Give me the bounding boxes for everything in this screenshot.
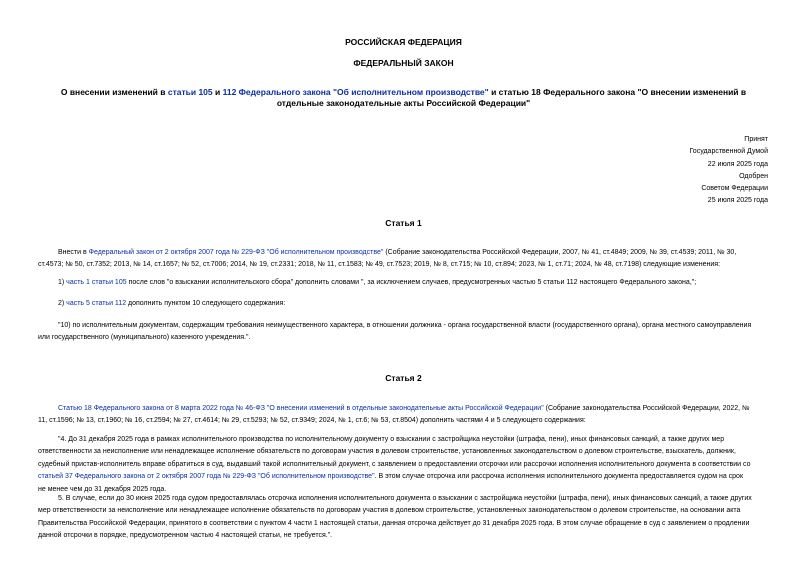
- link-article-37-law-229[interactable]: статьей 37 Федерального закона от 2 октября 2007 года № 229-ФЗ "Об исполнительном производстве": [38, 473, 375, 481]
- country-heading: РОССИЙСКАЯ ФЕДЕРАЦИЯ: [345, 37, 462, 47]
- article-1-quote: "10) по исполнительным документам, содержащим требования неимущественного характера, в отношении должника - органа государственной власти (государственного органа), органа местного самоуправления или государственного (муниципального) казенного учреждения.".: [38, 322, 752, 342]
- adoption-line: Одобрен: [739, 172, 768, 180]
- document-type-heading: ФЕДЕРАЛЬНЫЙ ЗАКОН: [353, 58, 454, 68]
- adoption-line: Государственной Думой: [689, 148, 768, 156]
- article-1-intro: Внести в Федеральный закон от 2 октября 2007 года № 229-ФЗ "Об исполнительном производстве" (Собрание законодательства Российской Федерации, 2007, № 41, ст.4849; 2009, № 39, ст.4539; 2011, № 30, ст.4573; № 50, ст.7352; 2013, № 14, ст.1657; № 52, ст.7006; 2014, № 19, ст.2331; 2018, № 11, ст.1583; № 49, ст.7523; 2019, № 8, ст.715; № 10, ст.894; 2023, № 1, ст.71; 2024, № 48, ст.7198) следующие изменения:: [38, 249, 737, 269]
- law-title-line-1: О внесении изменений в статьи 105 и 112 Федерального закона "Об исполнительном производстве" и статью 18 Федерального закона "О внесении изменений в: [60, 87, 747, 97]
- adoption-line: 22 июля 2025 года: [707, 160, 768, 168]
- law-title-line-2: отдельные законодательные акты Российской Федерации": [276, 98, 531, 108]
- article-1-heading: Статья 1: [385, 218, 422, 228]
- adoption-line: Принят: [744, 136, 768, 143]
- link-part-1-article-105[interactable]: часть 1 статьи 105: [66, 279, 127, 286]
- law-title: [30, 87, 777, 109]
- article-2-part-5: 5. В случае, если до 30 июня 2025 года судом предоставлялась отсрочка исполнения исполнительного документа о взыскании с застройщика неустойки (штрафа, пени), иных финансовых санкций, а также других мер ответственности за неисполнение или ненадлежащее исполнение обязательств по договорам участия в долевом строительстве, установленных законодательством о долевом строительстве, на основании акта Правительства Российской Федерации, принятого в соответствии с пунктом 4 части 1 настоящей статьи, данная отсрочка действует до 31 декабря 2025 года. В этом случае обращение в суд с заявлением о продлении данной отсрочки в порядке, предусмотренном частью 4 настоящей статьи, не требуется.".: [38, 495, 752, 540]
- link-federal-law-229[interactable]: Федеральный закон от 2 октября 2007 года № 229-ФЗ "Об исполнительном производстве": [88, 249, 384, 256]
- article-2-heading: Статья 2: [385, 373, 422, 383]
- adoption-block: [689, 134, 768, 208]
- article-1-item-2: 2) часть 5 статьи 112 дополнить пунктом 10 следующего содержания:: [58, 300, 286, 307]
- article-1-item-1: 1) часть 1 статьи 105 после слов "о взыскании исполнительского сбора" дополнить словами ", за исключением случаев, предусмотренных частью 5 статьи 112 настоящего Федерального закона,";: [58, 279, 697, 286]
- adoption-line: 25 июля 2025 года: [707, 197, 768, 205]
- link-article-112[interactable]: 112 Федерального закона "Об исполнительном производстве": [222, 87, 489, 97]
- adoption-line: Советом Федерации: [701, 185, 768, 193]
- link-article-105[interactable]: статьи 105: [167, 87, 213, 97]
- article-2-intro: Статью 18 Федерального закона от 8 марта 2022 года № 46-ФЗ "О внесении изменений в отдельные законодательные акты Российской Федерации" (Собрание законодательства Российской Федерации, 2022, № 11, ст.1596; № 13, ст.1960; № 16, ст.2594; № 27, ст.4614; № 29, ст.5293; № 52, ст.9349; 2024, № 1, ст.6; № 53, ст.8504) дополнить частями 4 и 5 следующего содержания:: [38, 405, 750, 425]
- link-article-18-law-46[interactable]: Статью 18 Федерального закона от 8 марта 2022 года № 46-ФЗ "О внесении изменений в отдельные законодательные акты Российской Федерации": [58, 405, 544, 412]
- link-part-5-article-112[interactable]: часть 5 статьи 112: [66, 300, 127, 307]
- article-2-part-4: "4. До 31 декабря 2025 года в рамках исполнительного производства по исполнительному документу о взыскании с застройщика неустойки (штрафа, пени), иных финансовых санкций, а также других мер ответственности за неисполнение или ненадлежащее исполнение обязательств по договорам участия в долевом строительстве, установленных законодательством о долевом строительстве, взыскатель, должник, судебный пристав-исполнитель вправе обратиться в суд, выдавший такой исполнительный документ, с заявлением о предоставлении отсрочки или рассрочки исполнения исполнительного документа в соответствии со статьей 37 Федерального закона от 2 октября 2007 года № 229-ФЗ "Об исполнительном производстве". В этом случае отсрочка или рассрочка исполнения исполнительного документа предоставляется судом на срок не менее чем до 31 декабря 2025 года.: [38, 436, 751, 493]
